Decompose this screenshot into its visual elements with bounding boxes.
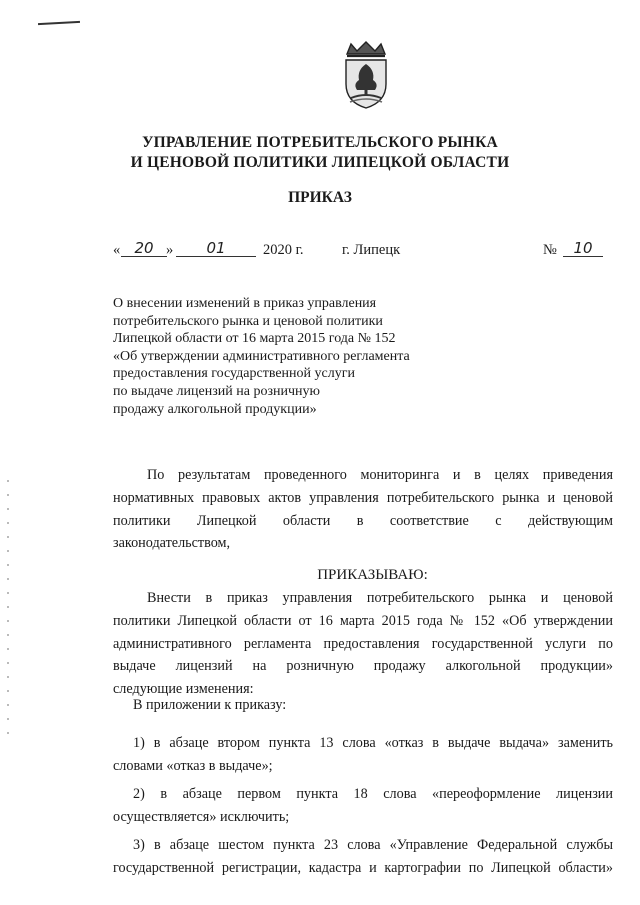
subject-line: продажу алкогольной продукции» (113, 401, 317, 417)
text-line: По результатам проведенного мониторинга и в целях приведения (147, 467, 613, 483)
city-name: г. Липецк (342, 242, 401, 258)
order-directive-word: ПРИКАЗЫВАЮ: (317, 567, 428, 583)
text-line: законодательством, (113, 535, 231, 552)
date-day-handwritten: 20 (121, 240, 167, 257)
date-year: 2020 г. (263, 242, 304, 258)
main-clause-paragraph (113, 587, 613, 701)
subject-line: О внесении изменений в приказ управления (113, 296, 377, 311)
subject-line: Липецкой области от 16 марта 2015 года № 152 (113, 331, 396, 347)
text-line: государственной регистрации, кадастра и картографии по Липецкой области» (113, 859, 613, 876)
text-line: 1) в абзаце втором пункта 13 слова «отказ в выдаче выдача» заменить (133, 735, 613, 751)
amendment-item-1 (113, 732, 613, 778)
order-number-label: № (543, 242, 557, 258)
document-type: ПРИКАЗ (288, 189, 352, 206)
amendment-item-2 (113, 783, 613, 829)
handwritten-corner-mark (38, 21, 80, 25)
appendix-intro (113, 694, 613, 717)
amendment-item-3 (113, 834, 613, 880)
text-line: В приложении к приказу: (133, 697, 287, 713)
subject-line: «Об утверждении административного регламента (113, 348, 410, 364)
date-month-handwritten: 01 (176, 240, 256, 257)
order-subject (113, 295, 443, 418)
text-line: словами «отказ в выдаче»; (113, 757, 273, 774)
text-line: административного регламента предоставления государственной услуги по (113, 635, 613, 652)
subject-line: потребительского рынка и ценовой политики (113, 313, 383, 329)
date-close-quote: » (166, 242, 174, 258)
text-line: следующие изменения: (113, 681, 254, 698)
text-line: нормативных правовых актов управления потребительского рынка и ценовой (113, 489, 613, 506)
text-line: политики Липецкой области от 16 марта 2015 года № 152 «Об утверждении (113, 612, 613, 629)
text-line: политики Липецкой области в соответствие с действующим (113, 512, 613, 529)
lipetsk-coat-of-arms-icon (337, 40, 395, 110)
text-line: осуществляется» исключить; (113, 808, 290, 825)
date-open-quote: « (113, 242, 121, 258)
text-line: выдаче лицензий на розничную продажу алкогольной продукции» (113, 658, 613, 675)
organization-name-line2: И ЦЕНОВОЙ ПОЛИТИКИ ЛИПЕЦКОЙ ОБЛАСТИ (130, 154, 510, 171)
order-number-handwritten: 10 (563, 240, 603, 257)
text-line: 3) в абзаце шестом пункта 23 слова «Управление Федеральной службы (133, 837, 613, 853)
subject-line: предоставления государственной услуги (113, 366, 355, 382)
subject-line: по выдаче лицензий на розничную (113, 383, 320, 399)
scan-margin-artifact (7, 480, 9, 740)
organization-name-line1: УПРАВЛЕНИЕ ПОТРЕБИТЕЛЬСКОГО РЫНКА (142, 134, 498, 151)
preamble-paragraph (113, 464, 613, 555)
text-line: Внести в приказ управления потребительского рынка и ценовой (147, 590, 613, 606)
text-line: 2) в абзаце первом пункта 18 слова «переоформление лицензии (133, 786, 613, 802)
